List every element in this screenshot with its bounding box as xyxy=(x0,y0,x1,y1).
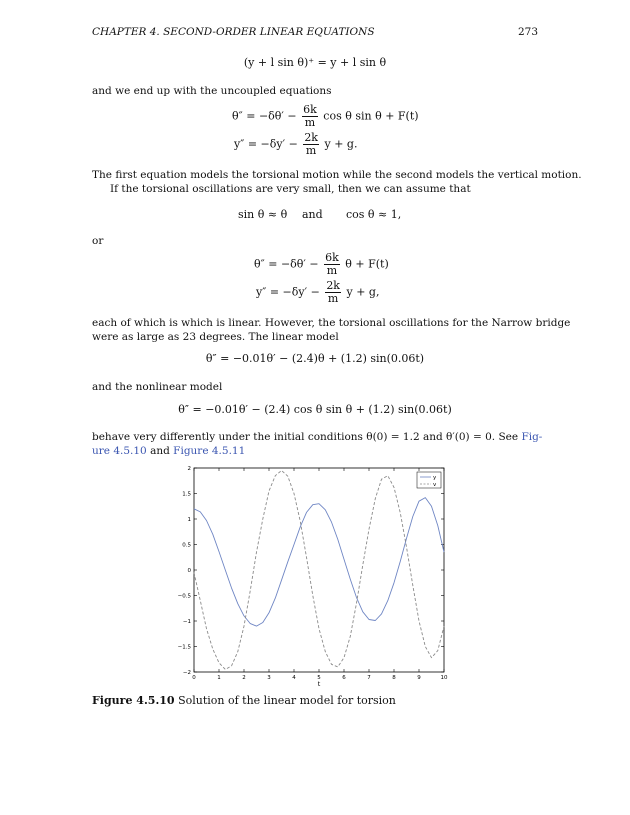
equation-nonlinear-model: θ″ = −0.01θ′ − (2.4) cos θ sin θ + (1.2) sin(0.06t) xyxy=(178,403,452,416)
fraction-6k-m: $\frac{6k}{m}$ xyxy=(303,103,317,129)
paragraph-small-oscillations: If the torsional oscillations are very small, then we can assume that xyxy=(110,183,471,195)
x-tick-label: 2 xyxy=(242,675,246,681)
x-tick-label: 0 xyxy=(192,675,196,681)
link-figure-4-5-11[interactable]: Figure 4.5.11 xyxy=(173,445,246,457)
fraction-2k-m: $\frac{2k}{m}$ xyxy=(304,131,318,157)
legend-label-y: y xyxy=(433,475,437,481)
x-tick-label: 4 xyxy=(292,675,296,681)
eq-y-rhs: y + g. xyxy=(324,137,358,151)
link-figure-4-5-10[interactable]: ure 4.5.10 xyxy=(92,445,147,457)
equation-top: (y + l sin θ)⁺ = y + l sin θ xyxy=(243,56,387,69)
x-tick-label: 7 xyxy=(367,675,371,681)
y-tick-label: 0.5 xyxy=(182,542,191,549)
eq-y-lhs: y″ = −δy′ − xyxy=(234,137,298,151)
page-number: 273 xyxy=(517,26,538,38)
fraction-6k-m-linear: $\frac{6k}{m}$ xyxy=(325,251,339,277)
fraction-2k-m-linear: $\frac{2k}{m}$ xyxy=(326,279,340,305)
eq-theta-rhs: cos θ sin θ + F(t) xyxy=(323,109,419,123)
eq-theta-lhs: θ″ = −δθ′ − xyxy=(232,109,297,123)
series-lines xyxy=(194,471,444,670)
paragraph-nonlinear: and the nonlinear model xyxy=(92,381,223,393)
series-line-y xyxy=(194,498,444,626)
figure-caption-text: Solution of the linear model for torsion xyxy=(178,694,396,707)
equation-y-linear: y″ = −δy′ − $\frac{2k}{m}$ y + g, xyxy=(256,279,380,305)
y-tick-label: 2 xyxy=(187,466,191,472)
y-tick-label: −1.5 xyxy=(178,644,191,651)
figure-caption xyxy=(92,694,396,707)
x-axis-ticks xyxy=(192,468,448,681)
approx-cos: cos θ ≈ 1, xyxy=(346,208,402,221)
approx-sin: sin θ ≈ θ xyxy=(238,208,288,221)
y-tick-label: −1 xyxy=(182,619,191,625)
figure-4-5-10-chart xyxy=(178,462,458,688)
series-line-v xyxy=(194,471,444,670)
paragraph-behave-line1: behave very differently under the initial conditions θ(0) = 1.2 and θ′(0) = 0. See Fig- xyxy=(92,431,543,443)
x-tick-label: 8 xyxy=(392,675,396,681)
approx-and: and xyxy=(302,208,323,221)
equation-linear-model: θ″ = −0.01θ′ − (2.4)θ + (1.2) sin(0.06t) xyxy=(205,352,425,365)
y-tick-label: 1 xyxy=(187,517,191,523)
chapter-title: CHAPTER 4. SECOND-ORDER LINEAR EQUATIONS xyxy=(92,26,375,38)
x-tick-label: 9 xyxy=(417,675,421,681)
equation-theta-coupled xyxy=(232,104,419,129)
x-tick-label: 1 xyxy=(217,675,221,681)
x-axis-label: t xyxy=(317,680,321,688)
equation-y-coupled xyxy=(234,132,357,157)
y-tick-label: 1.5 xyxy=(182,491,191,498)
word-or: or xyxy=(92,235,104,247)
x-tick-label: 6 xyxy=(342,675,346,681)
running-header xyxy=(92,26,538,40)
paragraph-behave-line2: ure 4.5.10 and Figure 4.5.11 xyxy=(92,445,246,457)
legend-box xyxy=(417,472,441,488)
paragraph-models: The first equation models the torsional motion while the second models the vertical motion. xyxy=(92,169,582,181)
x-tick-label: 10 xyxy=(440,675,448,681)
legend-label-v: v xyxy=(433,482,437,488)
y-tick-label: 0 xyxy=(187,568,191,574)
y-tick-label: −2 xyxy=(182,670,191,676)
equation-theta-linear: θ″ = −δθ′ − $\frac{6k}{m}$ θ + F(t) xyxy=(254,251,389,277)
paragraph-linear-line2: were as large as 23 degrees. The linear model xyxy=(92,331,339,343)
figure-label: Figure 4.5.10 xyxy=(92,694,175,707)
y-tick-label: −0.5 xyxy=(178,593,191,600)
plot-frame xyxy=(194,468,444,672)
legend xyxy=(417,472,441,488)
x-tick-label: 3 xyxy=(267,675,271,681)
paragraph-linear-line1: each of which is which is linear. However, the torsional oscillations for the Narrow bridge xyxy=(92,317,571,329)
x-tick-label: 5 xyxy=(317,675,321,681)
y-axis-ticks xyxy=(178,466,444,676)
link-figure-4-5-10-part1[interactable]: Fig- xyxy=(521,431,543,443)
paragraph-uncoupled: and we end up with the uncoupled equations xyxy=(92,85,332,97)
